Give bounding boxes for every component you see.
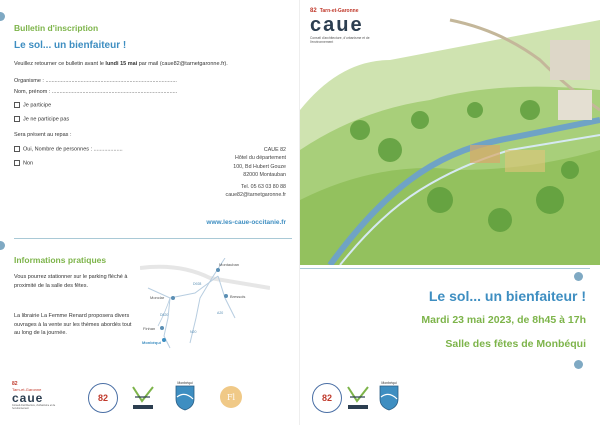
caue-logo-num: 82 [12, 381, 18, 387]
event-place: Salle des fêtes de Monbéqui [445, 338, 586, 350]
map-label-n20: N20 [190, 330, 197, 334]
map-label-monclar: Monclar [150, 295, 165, 300]
badge-82-text: 82 [321, 393, 332, 403]
bulletin-heading: Bulletin d'inscription [14, 23, 99, 33]
ville-logo-icon [345, 383, 371, 413]
address-email: caue82@tarnetgaronne.fr [225, 192, 286, 199]
checkbox-icon[interactable] [14, 102, 20, 108]
badge-82-text: 82 [97, 393, 108, 403]
caue-logo-sub: Conseil d'architecture, d'urbanisme et de l'environnement [310, 36, 370, 44]
caue-logo-name: caue [310, 14, 364, 36]
decor-dot-top [0, 12, 5, 21]
caue-logo-region: Tarn-et-Garonne [12, 387, 42, 392]
instructions [14, 61, 289, 67]
caue-logo [310, 8, 395, 58]
monbequi-logo-label: Monbéqui [381, 381, 397, 385]
checkbox-icon[interactable] [14, 160, 20, 166]
address-phone: Tel. 05 63 03 80 88 [240, 183, 286, 190]
section-divider [14, 238, 292, 239]
monbequi-logo [376, 378, 402, 414]
map-label-d820: D820 [160, 313, 169, 317]
ville-logo-icon [130, 383, 156, 413]
departement-82-logo [88, 383, 118, 413]
caue-logo-sub: Conseil d'architecture, d'urbanisme et de l'environnement [12, 404, 56, 410]
repas-label: Sera présent au repas : [14, 132, 72, 138]
address-name: CAUE 82 [263, 147, 286, 153]
caue-logo-region: Tarn-et-Garonne [319, 8, 359, 14]
ville-logo [130, 383, 156, 413]
event-title: Le sol... un bienfaiteur ! [428, 288, 586, 304]
checkbox-icon[interactable] [14, 116, 20, 122]
map-label-finhan: Finhan [143, 326, 156, 331]
info-heading: Informations pratiques [14, 255, 107, 265]
option-repas-oui[interactable] [14, 146, 123, 152]
info-paragraph-2: La librairie La Femme Renard proposera divers ouvrages à la vente sur les thèmes abordés tout au long de la journée. [14, 313, 132, 336]
decor-dot-right-top [574, 272, 583, 281]
option-label: Je participe [23, 102, 52, 109]
address-line2: 100, Bd Hubert Gouze [233, 163, 286, 170]
map-label-monbequi: Monbéqui [142, 340, 161, 345]
monbequi-shield-icon [379, 385, 399, 411]
instructions-pre: Veuillez retourner ce bulletin avant le [14, 61, 106, 67]
field-nom-prenom[interactable]: Nom, prénom : .................................................................................. [14, 89, 178, 95]
monbequi-logo-label: Monbéqui [177, 381, 193, 385]
field-organisme[interactable]: Organisme : ...................................................................................... [14, 78, 177, 84]
option-ne-participe-pas[interactable] [14, 116, 69, 122]
option-label: Oui, Nombre de personnes : ................... [23, 146, 123, 153]
event-date: Mardi 23 mai 2023, de 8h45 à 17h [421, 314, 586, 326]
bulletin-title: Le sol... un bienfaiteur ! [14, 40, 127, 51]
monbequi-shield-icon [175, 385, 195, 411]
fl-logo-text: Fl [226, 392, 236, 402]
caue-logo-num: 82 [310, 8, 317, 14]
address-line1: Hôtel du département [235, 155, 286, 162]
website-link[interactable]: www.les-caue-occitanie.fr [206, 219, 286, 226]
info-paragraph-1: Vous pourrez stationner sur le parking fléché à proximité de la salle des fêtes. [14, 274, 128, 289]
instructions-deadline: lundi 15 mai [105, 61, 138, 67]
decor-dot-right-bottom [574, 360, 583, 369]
monbequi-logo [172, 378, 198, 414]
decor-dot-middle [0, 241, 5, 250]
address-block [226, 146, 286, 199]
option-label: Je ne participe pas [23, 116, 70, 123]
option-repas-non[interactable] [14, 160, 33, 166]
ville-logo [345, 383, 371, 413]
option-je-participe[interactable] [14, 102, 51, 108]
access-map [140, 258, 270, 358]
departement-82-logo [312, 383, 342, 413]
instructions-post: par mail (caue82@tarnetgaronne.fr). [137, 61, 228, 67]
cover-panel [300, 0, 600, 425]
address-line3: 82000 Montauban [243, 172, 286, 179]
caue-logo-name: caue [12, 391, 44, 405]
map-label-montauban: Montauban [219, 262, 240, 267]
map-label-a20: A20 [217, 311, 224, 315]
map-label-bressols: Bressols [230, 294, 246, 299]
checkbox-icon[interactable] [14, 146, 20, 152]
cover-divider [300, 268, 590, 269]
option-label: Non [23, 160, 34, 167]
fl-logo [220, 386, 242, 408]
map-label-d928: D928 [193, 282, 202, 286]
caue-logo-small [12, 381, 72, 417]
